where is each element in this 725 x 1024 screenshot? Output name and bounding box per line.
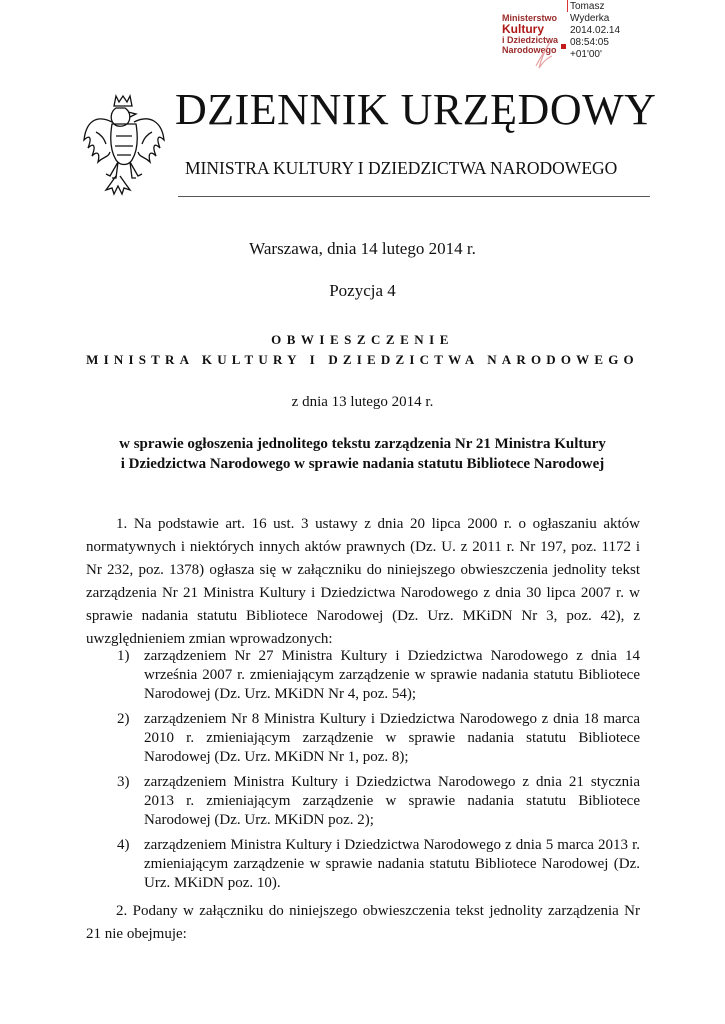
logo-line: i Dziedzictwa bbox=[502, 35, 559, 45]
journal-subtitle: MINISTRA KULTURY I DZIEDZICTWA NARODOWEGO bbox=[185, 158, 618, 178]
act-subject-line: i Dziedzictwa Narodowego w sprawie nadania statutu Bibliotece Narodowej bbox=[120, 456, 605, 472]
list-item-text: zarządzeniem Nr 27 Ministra Kultury i Dziedzictwa Narodowego z dnia 14 września 2007 r. zmieniającym zarządzenie w sprawie nadania statutu Bibliotece Narodowej (Dz. Urz. MKiDN Nr 4, poz. 54); bbox=[144, 648, 640, 702]
signature-divider bbox=[567, 0, 568, 12]
signature-scribble-icon bbox=[533, 38, 555, 70]
logo-line: Narodowego bbox=[502, 45, 557, 55]
list-item bbox=[86, 773, 640, 830]
logo-line: Ministerstwo bbox=[502, 13, 558, 23]
act-type-heading: OBWIESZCZENIE bbox=[271, 332, 454, 347]
list-item-number: 4) bbox=[117, 837, 130, 853]
list-item-number: 2) bbox=[117, 711, 130, 727]
act-issuer-heading: MINISTRA KULTURY I DZIEDZICTWA NARODOWEGO bbox=[86, 352, 639, 367]
logo-line: Kultury bbox=[502, 22, 544, 36]
list-item bbox=[86, 647, 640, 704]
list-item-text: zarządzeniem Ministra Kultury i Dziedzictwa Narodowego z dnia 21 stycznia 2013 r. zmieniającym zarządzenie w sprawie nadania statutu Bibliotece Narodowej (Dz. Urz. MKiDN poz. 2); bbox=[144, 774, 640, 828]
list-item bbox=[86, 836, 640, 893]
paragraph-text: 2. Podany w załączniku do niniejszego obwieszczenia tekst jednolity zarządzenia Nr 21 nie obejmuje: bbox=[86, 903, 640, 942]
act-subject-line: w sprawie ogłoszenia jednolitego tekstu zarządzenia Nr 21 Ministra Kultury bbox=[119, 436, 606, 452]
position-number: Pozycja 4 bbox=[329, 281, 396, 300]
paragraph-text: 1. Na podstawie art. 16 ust. 3 ustawy z dnia 20 lipca 2000 r. o ogłaszaniu aktów normatywnych i niektórych innych aktów prawnych (Dz. U. z 2011 r. Nr 197, poz. 1172 i Nr 232, poz. 1378) ogłasza się w załączniku do niniejszego obwieszczenia jednolity tekst zarządzenia Nr 21 Ministra Kultury i Dziedzictwa Narodowego z dnia 30 lipca 2007 r. w sprawie nadania statutu Bibliotece Narodowej (Dz. Urz. MKiDN Nr 3, poz. 42), z uwzględnieniem zmian wprowadzonych: bbox=[86, 516, 640, 647]
logo-dot bbox=[561, 44, 566, 49]
signer-last-name: Wyderka bbox=[570, 13, 610, 24]
list-item-number: 3) bbox=[117, 774, 130, 790]
paragraph-1 bbox=[86, 513, 640, 651]
list-item-text: zarządzeniem Ministra Kultury i Dziedzictwa Narodowego z dnia 5 marca 2013 r. zmieniającym zarządzenie w sprawie nadania statutu Bibliotece Narodowej (Dz. Urz. MKiDN poz. 10). bbox=[144, 837, 640, 891]
list-item bbox=[86, 710, 640, 767]
signature-date: 2014.02.14 bbox=[570, 25, 621, 36]
eagle-emblem-icon bbox=[82, 92, 166, 202]
amendments-list bbox=[86, 647, 640, 899]
list-item-text: zarządzeniem Nr 8 Ministra Kultury i Dziedzictwa Narodowego z dnia 18 marca 2010 r. zmieniającym zarządzenie w sprawie nadania statutu Bibliotece Narodowej (Dz. Urz. MKiDN Nr 1, poz. 8); bbox=[144, 711, 640, 765]
signature-timezone: +01'00' bbox=[570, 49, 602, 60]
act-issue-date: z dnia 13 lutego 2014 r. bbox=[291, 394, 434, 410]
masthead-rule bbox=[178, 196, 650, 197]
list-item-number: 1) bbox=[117, 648, 130, 664]
signature-time: 08:54:05 bbox=[570, 37, 609, 48]
signature-details bbox=[570, 1, 620, 61]
journal-title: DZIENNIK URZĘDOWY bbox=[175, 85, 657, 134]
publication-date: Warszawa, dnia 14 lutego 2014 r. bbox=[249, 239, 476, 258]
paragraph-2 bbox=[86, 900, 640, 946]
signer-first-name: Tomasz bbox=[570, 1, 605, 12]
